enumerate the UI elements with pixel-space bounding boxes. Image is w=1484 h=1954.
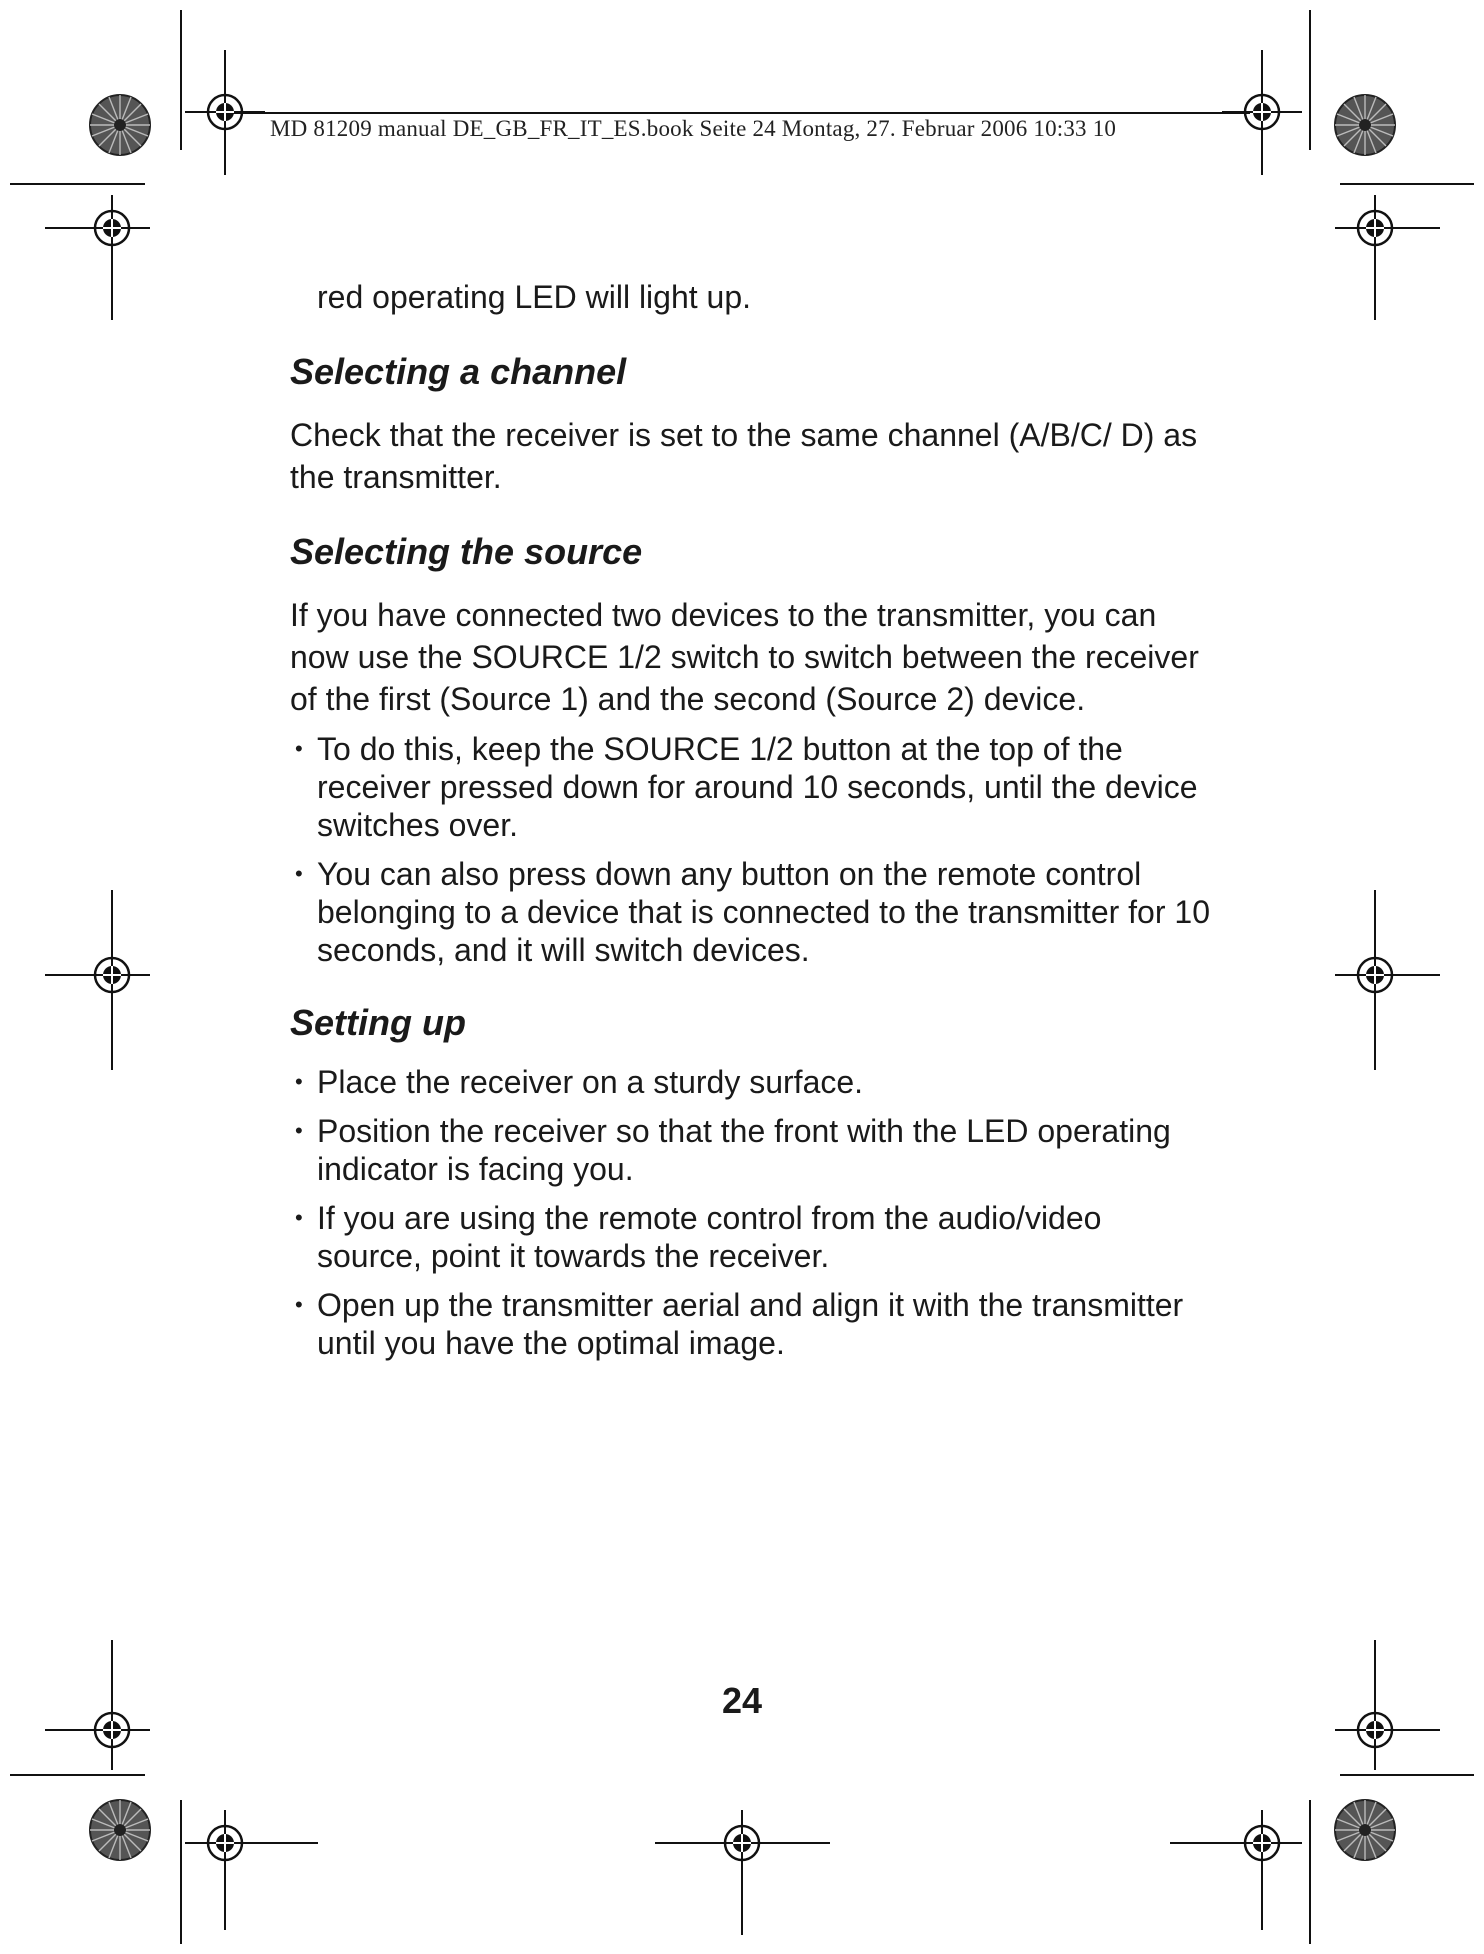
list-item: • Position the receiver so that the front with the LED operating indicator is facing you.: [290, 1112, 1210, 1188]
section-selecting-channel: [290, 350, 1210, 498]
section-paragraph: If you have connected two devices to the transmitter, you can now use the SOURCE 1/2 switch to switch between the receiver of the first (Source 1) and the second (Source 2) device.: [290, 597, 1199, 717]
section-selecting-source: [290, 530, 1210, 969]
section-setting-up: [290, 1001, 1210, 1362]
list-item: • To do this, keep the SOURCE 1/2 button at the top of the receiver pressed down for around 10 seconds, until the device switches over.: [290, 730, 1210, 844]
section-paragraph: Check that the receiver is set to the same channel (A/B/C/ D) as the transmitter.: [290, 417, 1198, 495]
list-item: • You can also press down any button on the remote control belonging to a device that is connected to the transmitter for 10 seconds, and it will switch devices.: [290, 855, 1210, 969]
list-item: • If you are using the remote control from the audio/video source, point it towards the receiver.: [290, 1199, 1210, 1275]
print-slug-header: MD 81209 manual DE_GB_FR_IT_ES.book Seite 24 Montag, 27. Februar 2006 10:33 10: [270, 116, 1117, 141]
bullet-list: [290, 1063, 1210, 1362]
list-item: • Place the receiver on a sturdy surface.: [290, 1063, 1210, 1101]
section-heading: Selecting the source: [290, 531, 643, 572]
list-item: • Open up the transmitter aerial and align it with the transmitter until you have the optimal image.: [290, 1286, 1210, 1362]
continued-text: red operating LED will light up.: [317, 279, 752, 315]
page-number: 24: [721, 1680, 763, 1721]
section-heading: Setting up: [290, 1002, 466, 1043]
section-heading: Selecting a channel: [290, 351, 627, 392]
page-content: [290, 276, 1210, 1373]
bullet-list: [290, 730, 1210, 969]
